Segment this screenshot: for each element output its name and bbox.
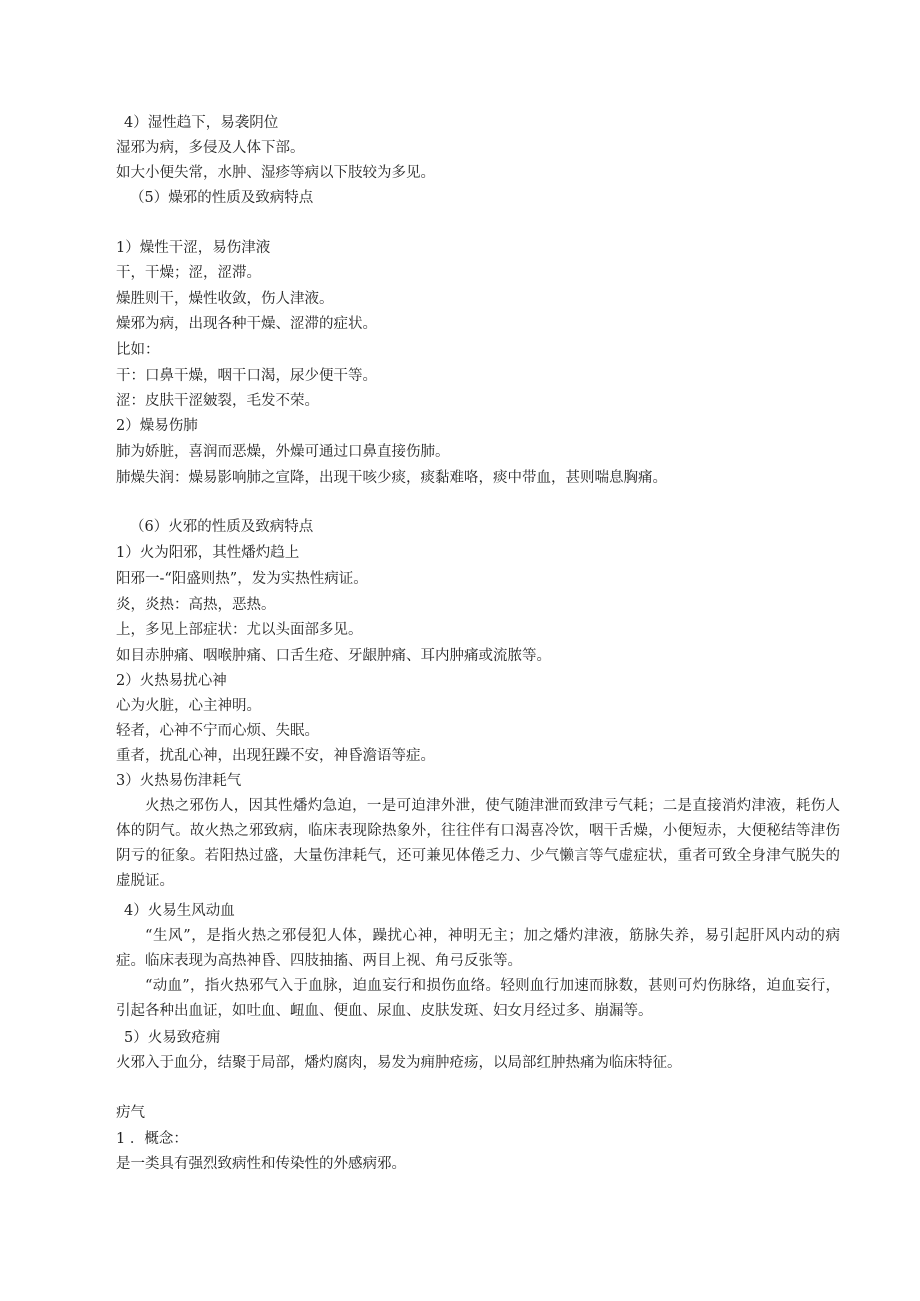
text-line: 轻者，心神不宁而心烦、失眠。 <box>116 723 319 739</box>
text-line: 阳邪一-“阳盛则热”，发为实热性病证。 <box>116 571 368 587</box>
item-heading: 1）燥性干涩，易伤津液 <box>116 240 271 256</box>
item-heading: 2）燥易伤肺 <box>116 418 198 434</box>
section-heading: 疠气 <box>116 1105 145 1121</box>
text-line: 肺燥失润：燥易影响肺之宣降，出现干咳少痰，痰黏难咯，痰中带血，甚则喘息胸痛。 <box>116 470 667 486</box>
text-line: 燥胜则干，燥性收敛，伤人津液。 <box>116 291 334 307</box>
text-line: 比如： <box>116 342 160 358</box>
item-heading: 1）火为阳邪，其性燔灼趋上 <box>116 545 300 561</box>
paragraph: “动血”，指火热邪气入于血脉，迫血妄行和损伤血络。轻则血行加速而脉数，甚则可灼伤脉络，迫血妄行，引起各种出血证，如吐血、衄血、便血、尿血、皮肤发斑、妇女月经过多、崩漏等。 <box>116 978 840 1019</box>
paragraph: 火热之邪伤人，因其性燔灼急迫，一是可迫津外泄，使气随津泄而致津亏气耗；二是直接消灼津液，耗伤人体的阴气。故火热之邪致病，临床表现除热象外，往往伴有口渴喜冷饮，咽干舌燥，小便短赤，大便秘结等津伤阴亏的征象。若阳热过盛，大量伤津耗气，还可兼见体倦乏力、少气懒言等气虚症状，重者可致全身津气脱失的虚脱证。 <box>116 798 840 889</box>
item-heading: 4）湿性趋下，易袭阴位 <box>124 115 279 131</box>
text-line: 炎，炎热：高热，恶热。 <box>116 597 276 613</box>
item-heading: 5）火易致疮痈 <box>124 1030 221 1046</box>
section-heading: （5）燥邪的性质及致病特点 <box>130 190 314 206</box>
text-line: 心为火脏，心主神明。 <box>116 698 261 714</box>
section-heading: （6）火邪的性质及致病特点 <box>130 519 314 535</box>
text-line: 涩：皮肤干涩皴裂，毛发不荣。 <box>116 393 319 409</box>
text-line: 湿邪为病，多侵及人体下部。 <box>116 140 305 156</box>
text-line: 上，多见上部症状：尤以头面部多见。 <box>116 622 363 638</box>
text-line: 是一类具有强烈致病性和传染性的外感病邪。 <box>116 1156 406 1172</box>
text-line: 干：口鼻干燥，咽干口渴，尿少便干等。 <box>116 368 377 384</box>
text-line: 肺为娇脏，喜润而恶燥，外燥可通过口鼻直接伤肺。 <box>116 444 450 460</box>
item-heading: 3）火热易伤津耗气 <box>116 773 242 789</box>
paragraph: “生风”，是指火热之邪侵犯人体，躁扰心神，神明无主；加之燔灼津液，筋脉失养，易引起肝风内动的病症。临床表现为高热神昏、四肢抽搐、两目上视、角弓反张等。 <box>116 928 840 969</box>
item-heading: 2）火热易扰心神 <box>116 673 227 689</box>
item-heading: 4）火易生风动血 <box>124 903 235 919</box>
text-line: 火邪入于血分，结聚于局部，燔灼腐肉，易发为痈肿疮疡，以局部红肿热痛为临床特征。 <box>116 1055 682 1071</box>
text-line: 如目赤肿痛、咽喉肿痛、口舌生疮、牙龈肿痛、耳内肿痛或流脓等。 <box>116 648 551 664</box>
text-line: 燥邪为病，出现各种干燥、涩滞的症状。 <box>116 316 377 332</box>
text-line: 干，干燥；涩，涩滞。 <box>116 265 261 281</box>
item-heading: 1 ．概念： <box>116 1131 188 1147</box>
text-line: 重者，扰乱心神，出现狂躁不安，神昏澹语等症。 <box>116 748 435 764</box>
text-line: 如大小便失常，水肿、湿疹等病以下肢较为多见。 <box>116 165 435 181</box>
